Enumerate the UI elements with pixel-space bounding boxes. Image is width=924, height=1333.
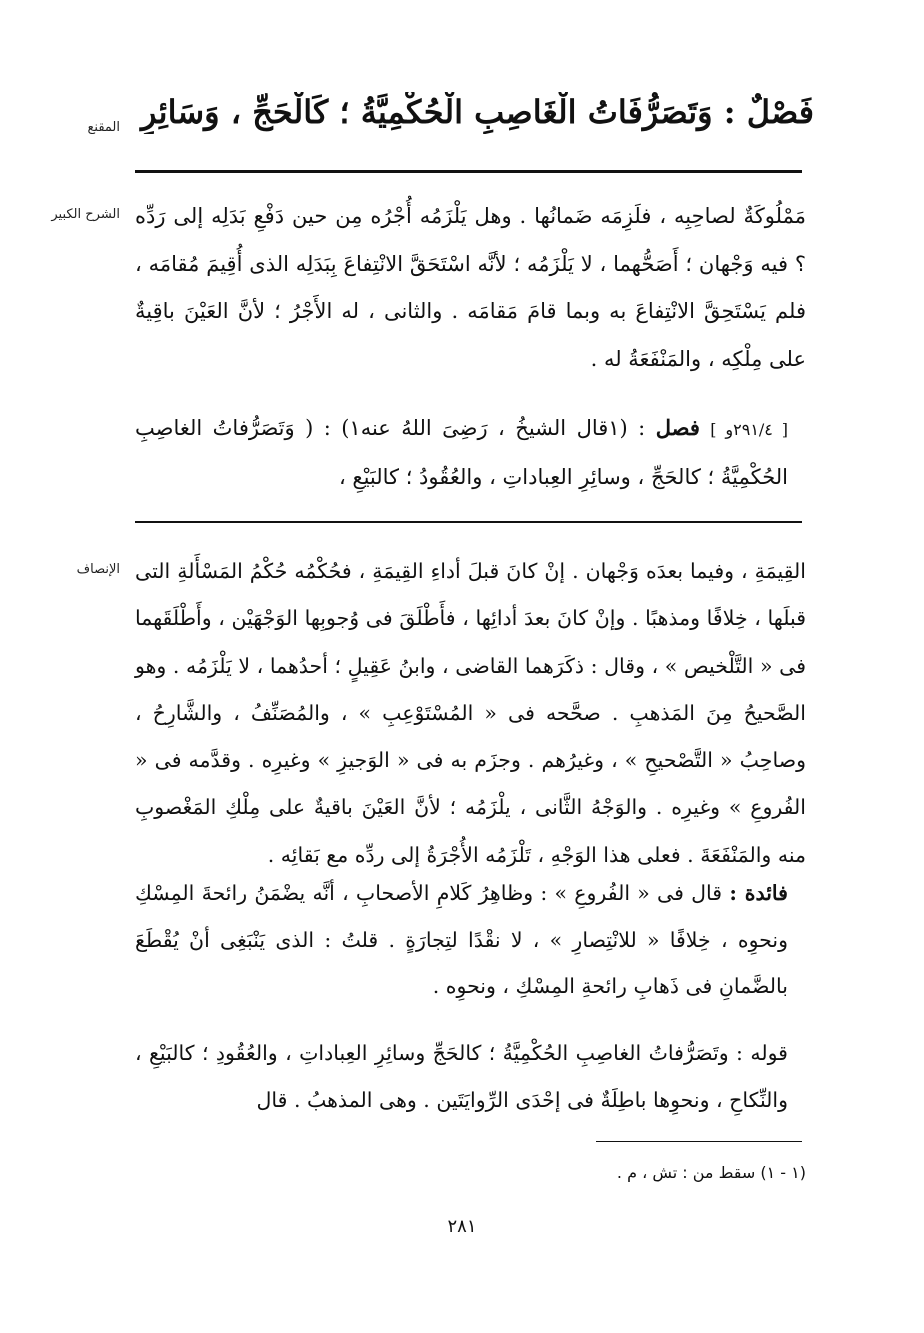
page-number: ٢٨١ <box>447 1216 477 1237</box>
margin-label-sharh: الشرح الكبير <box>51 207 120 222</box>
sharh-paragraph: مَمْلُوكَةٌ لصاحِبِه ، فلَزِمَه ضَمانُها . وهل يَلْزَمُه أُجْرُه مِن حين دَفْعِ بَدَلِه إلى رَدِّه ؟ فيه وَجْهان ؛ أَصَحُّهما ، لا يَلْزَمُه ؛ لأنَّه اسْتَحَقَّ الانْتِفاعَ بِبَدَلِه الذى أُقِيمَ مُقامَه ، فلم يَسْتَحِقَّ الانْتِفاعَ به وبما قامَ مَقامَه . والثانى ، له الأَجْرُ ؛ لأنَّ العَيْنَ باقِيةٌ على مِلْكِه ، والمَنْفَعَةُ له . <box>135 204 806 371</box>
sharh-fasl-paragraph <box>135 404 806 501</box>
muqni-heading <box>135 92 814 134</box>
sharh-fasl-text: : (١قال الشيخُ ، رَضِىَ اللهُ عنه١) : ( وَتَصَرُّفاتُ الغاصِبِ الحُكْمِيَّةُ ؛ كالحَجِّ ، وسائِرِ العِباداتِ ، والعُقُودُ ؛ كالبَيْعِ ، <box>135 416 788 489</box>
faida-word: فائدة : <box>729 881 788 905</box>
faida-text: قال فى « الفُروعِ » : وظاهِرُ كَلامِ الأصحابِ ، أنَّه يضْمَنُ رائحةَ المِسْكِ ونحوِه ، خِلافًا « للانْتِصارِ » ، لا نقْدًا لتِجارَةٍ . قلتُ : الذى يَنْبَغِى أنْ يُقْطَعَ بالضَّمانِ فى ذَهابِ رائحةِ المِسْكِ ، ونحوِه . <box>135 881 788 998</box>
footnote: (١ - ١) سقط من : تش ، م . <box>616 1163 806 1182</box>
sharh-page-reference: [ ٢٩١/٤و ] <box>710 420 788 439</box>
section-divider <box>135 521 802 523</box>
sharh-fasl-block <box>135 404 806 501</box>
heading-divider <box>135 170 802 173</box>
footnote-divider <box>596 1141 802 1142</box>
margin-label-insaf: الإنصاف <box>76 562 120 577</box>
heading-text: وَتَصَرُّفَاتُ الْغَاصِبِ الْحُكْمِيَّةُ ؛ كَالْحَجِّ ، وَسَائِرِ <box>141 93 713 131</box>
insaf-paragraph: القِيمَةِ ، وفيما بعدَه وَجْهان . إنْ كانَ قبلَ أداءِ القِيمَةِ ، فحُكْمُه حُكْمُ المَسْأَلةِ التى قبلَها ، خِلافًا ومذهبًا . وإنْ كانَ بعدَ أدائِها ، فأَطْلَقَ فى وُجوبِها الوَجْهَيْن ، وأَطْلَقَهما فى « التَّلْخيص » ، وقال : ذكَرَهما القاضى ، وابنُ عَقِيلٍ ؛ أحدُهما ، لا يَلْزَمُه . وهو الصَّحيحُ مِنَ المَذهبِ . صحَّحه فى « المُسْتَوْعِبِ » ، والمُصَنِّفُ ، والشَّارِحُ ، وصاحِبُ « التَّصْحيحِ » ، وغيرُهم . وجزَم به فى « الوَجيزِ » وغيرِه . وقدَّمه فى « الفُروعِ » وغيرِه . والوَجْهُ الثَّانى ، يلْزَمُه ؛ لأنَّ العَيْنَ باقيةٌ على مِلْكِ المَغْصوبِ منه والمَنْفَعَةَ . فعلى هذا الوَجْهِ ، تَلْزَمُه الأُجْرَةُ إلى ردِّه مع بَقائِه . <box>135 559 806 867</box>
heading-fasl-word: فَصْلٌ : <box>723 93 814 131</box>
sharh-fasl-word: فصل <box>655 415 700 440</box>
sharh-text-block <box>135 193 806 383</box>
faida-block <box>135 870 806 1010</box>
margin-label-muqni: المقنع <box>87 120 120 135</box>
qawluh-paragraph: قوله : وتَصَرُّفاتُ الغاصِبِ الحُكْمِيَّةُ ؛ كالحَجِّ وسائِرِ العِباداتِ ، والعُقُودِ ؛ كالبَيْعِ ، والنِّكاحِ ، ونحوِها باطِلَةٌ فى إحْدَى الرِّوايَتَين . وهى المذهبُ . قال <box>135 1041 788 1112</box>
qawluh-block <box>135 1030 806 1123</box>
faida-paragraph <box>135 870 806 1010</box>
insaf-text-block <box>135 548 806 879</box>
